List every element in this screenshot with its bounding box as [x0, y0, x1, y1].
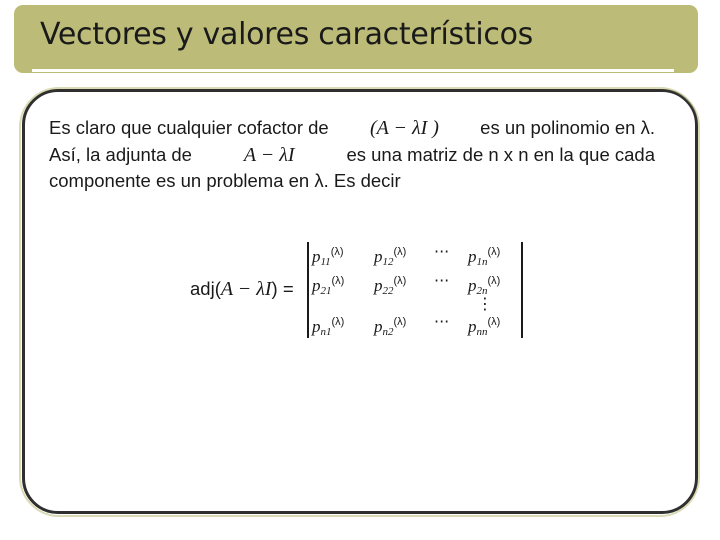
body-line-3	[49, 168, 655, 195]
matrix-cell-n-1: $p_{n1}^{(\lambda)}$	[312, 316, 345, 338]
title-bar	[14, 5, 698, 73]
matrix-cell-2-n: $p_{2n}^{(\lambda)}$	[468, 275, 501, 297]
lhs-suffix: ) =	[271, 278, 294, 299]
matrix-hdots-1: ···	[434, 242, 450, 261]
line1-text-a: Es claro que cualquier cofactor de	[49, 117, 329, 138]
body-line-2	[49, 142, 655, 169]
matrix-cell-1-2: $p_{12}^{(\lambda)}$	[374, 246, 407, 268]
matrix-vdots: ⋮	[477, 294, 493, 313]
matrix-cell-n-n: $p_{nn}^{(\lambda)}$	[468, 316, 501, 338]
matrix-cell-n-2: $p_{n2}^{(\lambda)}$	[374, 316, 407, 338]
determinant-bar-left	[307, 242, 309, 338]
matrix-hdots-3: ···	[434, 312, 450, 331]
title-underline	[32, 69, 674, 72]
body-paragraph	[49, 115, 655, 195]
matrix-cell-2-2: $p_{22}^{(\lambda)}$	[374, 275, 407, 297]
line3-text: componente es un problema en λ. Es decir	[49, 170, 401, 191]
line1-math: (A − λI )	[369, 117, 439, 139]
matrix-cell-1-n: $p_{1n}^{(\lambda)}$	[468, 246, 501, 268]
lhs-math: A − λI	[220, 278, 272, 300]
line1-text-b: es un polinomio en λ.	[480, 117, 655, 138]
line2-text-b: es una matriz de n x n en la que cada	[346, 143, 655, 165]
matrix-hdots-2: ···	[434, 271, 450, 290]
matrix-cell-1-1: $p_{11}^{(\lambda)}$	[312, 246, 344, 268]
adjugate-equation	[190, 242, 530, 342]
lhs-prefix: adj(	[190, 278, 221, 299]
line2-math: A − λI	[243, 143, 295, 166]
matrix-cell-2-1: $p_{21}^{(\lambda)}$	[312, 275, 345, 297]
body-line-1	[49, 115, 655, 142]
line2-text-a: Así, la adjunta de	[49, 143, 192, 165]
slide-title: Vectores y valores característicos	[40, 17, 533, 52]
equation-lhs	[190, 278, 294, 301]
determinant-bar-right	[521, 242, 523, 338]
